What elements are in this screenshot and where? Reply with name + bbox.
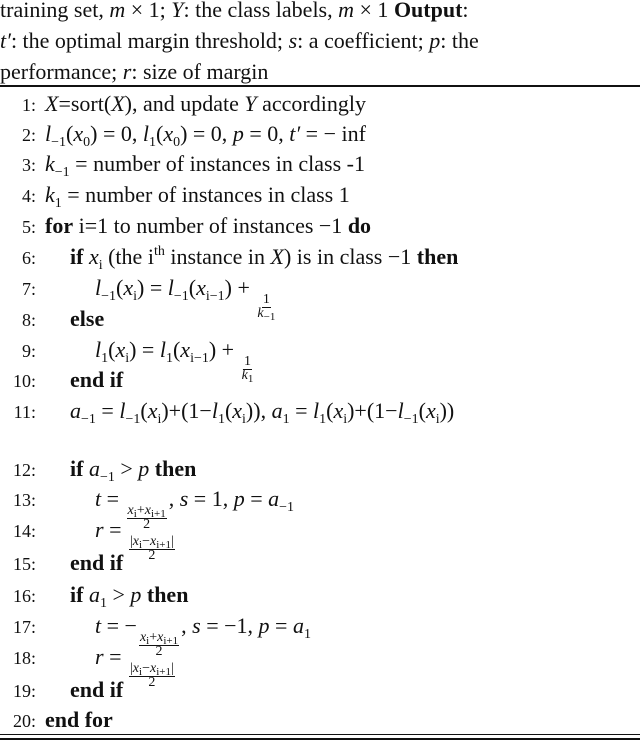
line-code bbox=[95, 485, 295, 532]
text: ( bbox=[418, 398, 426, 423]
math-symbol: x bbox=[196, 275, 206, 300]
line-code bbox=[45, 120, 366, 150]
math-symbol: x bbox=[132, 661, 140, 676]
math-symbol: a bbox=[292, 613, 304, 638]
math-symbol: a bbox=[88, 582, 100, 607]
algorithm-line bbox=[0, 212, 640, 242]
text: instance in bbox=[164, 244, 271, 269]
text: ) = 0, bbox=[90, 121, 143, 146]
math-symbol: x bbox=[147, 398, 158, 423]
subscript: 0 bbox=[83, 135, 91, 150]
keyword: then bbox=[416, 244, 459, 269]
text: 1 bbox=[243, 354, 251, 369]
subscript: −1 bbox=[263, 311, 276, 323]
text: ( bbox=[155, 121, 164, 146]
math-symbol: a bbox=[70, 398, 81, 423]
line-code bbox=[70, 549, 123, 579]
line-code bbox=[45, 90, 366, 120]
math-symbol: k bbox=[241, 368, 248, 383]
math-symbol: l bbox=[142, 121, 149, 146]
text: = − inf bbox=[300, 121, 366, 146]
math-symbol: x bbox=[149, 534, 157, 549]
subscript: i bbox=[157, 412, 162, 427]
math-symbol: l bbox=[211, 398, 218, 423]
line-code bbox=[70, 455, 196, 485]
subscript: 1 bbox=[282, 412, 290, 427]
text: 1 bbox=[262, 292, 270, 307]
line-number: 1: bbox=[21, 95, 36, 115]
keyword: if bbox=[70, 456, 84, 481]
algorithm-line bbox=[0, 549, 640, 579]
math-symbol: X bbox=[45, 91, 59, 116]
keyword: end for bbox=[45, 707, 113, 732]
text: )+(1− bbox=[347, 398, 398, 423]
subscript: −1 bbox=[99, 470, 115, 485]
line-number: 8: bbox=[21, 310, 36, 330]
subscript: −1 bbox=[403, 412, 419, 427]
subscript: −1 bbox=[54, 165, 70, 180]
line-number: 14: bbox=[12, 521, 36, 541]
math-symbol: t bbox=[95, 486, 102, 511]
math-symbol: x bbox=[144, 503, 151, 518]
math-symbol: s bbox=[192, 613, 201, 638]
math-symbol: l bbox=[397, 398, 404, 423]
subscript: 1 bbox=[217, 412, 225, 427]
line-code bbox=[95, 274, 277, 323]
math-symbol: r bbox=[122, 59, 132, 84]
line-number: 6: bbox=[21, 248, 36, 268]
math-symbol: l bbox=[95, 275, 102, 300]
line-number: 13: bbox=[12, 490, 36, 510]
text: 2 bbox=[155, 644, 163, 659]
text: = − bbox=[101, 613, 137, 638]
text: : a coefficient; bbox=[297, 28, 430, 53]
line-code bbox=[95, 516, 177, 563]
text: : the optimal margin threshold; bbox=[10, 28, 289, 53]
keyword: Output bbox=[393, 0, 463, 22]
subscript: −1 bbox=[101, 289, 117, 304]
text: (the i bbox=[102, 244, 154, 269]
algorithm-line bbox=[0, 120, 640, 150]
subscript: i−1 bbox=[205, 289, 225, 304]
text: = bbox=[269, 613, 293, 638]
text: = −1, bbox=[200, 613, 259, 638]
text: i=1 to number of instances −1 bbox=[73, 213, 348, 238]
text: > bbox=[114, 456, 139, 481]
line-number: 5: bbox=[21, 217, 36, 237]
algorithm-line bbox=[0, 581, 640, 611]
algorithm-line bbox=[0, 90, 640, 120]
text: ( bbox=[224, 398, 233, 423]
keyword: end if bbox=[70, 550, 124, 575]
math-symbol: x bbox=[232, 398, 243, 423]
keyword: for bbox=[45, 213, 74, 238]
math-symbol: m bbox=[109, 0, 126, 22]
subscript: i−1 bbox=[190, 351, 209, 366]
algorithm-line bbox=[0, 243, 640, 273]
text: = bbox=[103, 517, 127, 542]
text: = bbox=[244, 486, 269, 511]
math-symbol: k bbox=[257, 306, 264, 321]
math-symbol: l bbox=[95, 337, 102, 362]
text: | bbox=[170, 661, 174, 676]
text: ) + bbox=[208, 337, 240, 362]
text: )+(1− bbox=[161, 398, 212, 423]
text: × 1; bbox=[125, 0, 172, 22]
subscript: i bbox=[133, 289, 138, 304]
math-symbol: k bbox=[45, 182, 55, 207]
text: ) = bbox=[137, 275, 168, 300]
superscript: th bbox=[153, 244, 165, 259]
math-symbol: x bbox=[157, 630, 164, 645]
subscript: 1 bbox=[148, 135, 156, 150]
math-symbol: p bbox=[130, 582, 142, 607]
line-code bbox=[70, 581, 188, 611]
subscript: i+1 bbox=[156, 539, 171, 551]
header-line bbox=[0, 56, 640, 87]
math-symbol: Y bbox=[171, 0, 184, 22]
algorithm-line bbox=[0, 676, 640, 706]
text: − bbox=[142, 534, 150, 549]
bottom-rule bbox=[0, 734, 640, 735]
text: = 1, bbox=[188, 486, 234, 511]
math-symbol: x bbox=[88, 244, 99, 269]
line-code bbox=[70, 305, 104, 335]
math-symbol: s bbox=[179, 486, 189, 511]
line-number: 18: bbox=[12, 648, 36, 668]
math-symbol: l bbox=[167, 275, 174, 300]
text: )) bbox=[439, 398, 455, 423]
line-number: 20: bbox=[12, 711, 36, 731]
text: ), and update bbox=[124, 91, 245, 116]
math-symbol: x bbox=[123, 275, 134, 300]
text: + bbox=[136, 503, 145, 518]
subscript: −1 bbox=[279, 500, 295, 515]
line-number: 2: bbox=[21, 125, 36, 145]
text: + bbox=[149, 630, 158, 645]
subscript: −1 bbox=[51, 135, 67, 150]
text: ( bbox=[326, 398, 334, 423]
text: − bbox=[142, 661, 150, 676]
text: 2 bbox=[148, 675, 156, 690]
math-symbol: x bbox=[425, 398, 436, 423]
math-symbol: p bbox=[232, 121, 244, 146]
top-rule bbox=[0, 85, 640, 87]
algorithm-line bbox=[0, 366, 640, 396]
keyword: if bbox=[70, 582, 84, 607]
text: ( bbox=[116, 275, 124, 300]
text: ( bbox=[108, 337, 116, 362]
math-symbol: X bbox=[270, 244, 284, 269]
text: × 1 bbox=[354, 0, 394, 22]
math-symbol: l bbox=[313, 398, 320, 423]
subscript: 1 bbox=[303, 627, 311, 642]
text: | bbox=[129, 534, 133, 549]
algorithm-line bbox=[0, 397, 640, 427]
text: ) = bbox=[129, 337, 160, 362]
line-number: 11: bbox=[13, 402, 36, 422]
math-symbol: x bbox=[115, 337, 126, 362]
line-code bbox=[70, 397, 454, 427]
math-symbol: m bbox=[338, 0, 355, 22]
text: =sort( bbox=[58, 91, 112, 116]
text: ) is in class −1 bbox=[283, 244, 417, 269]
line-code bbox=[95, 612, 311, 659]
text: , bbox=[168, 486, 180, 511]
text: : size of margin bbox=[131, 59, 269, 84]
subscript: 1 bbox=[165, 351, 173, 366]
subscript: i bbox=[139, 666, 143, 678]
math-symbol: t bbox=[95, 613, 102, 638]
line-number: 12: bbox=[12, 460, 36, 480]
math-symbol: r bbox=[95, 517, 104, 542]
text: : bbox=[462, 0, 469, 22]
text: , bbox=[181, 613, 193, 638]
text: = bbox=[103, 644, 127, 669]
subscript: 1 bbox=[99, 596, 107, 611]
subscript: i bbox=[343, 412, 348, 427]
math-symbol: a bbox=[268, 486, 280, 511]
text: 2 bbox=[143, 517, 151, 532]
keyword: then bbox=[154, 456, 197, 481]
text: accordingly bbox=[256, 91, 366, 116]
subscript: 0 bbox=[173, 135, 181, 150]
math-symbol: s bbox=[288, 28, 298, 53]
math-symbol: p bbox=[258, 613, 270, 638]
math-symbol: l bbox=[159, 337, 166, 362]
line-code bbox=[45, 212, 371, 242]
text: = bbox=[101, 486, 125, 511]
text: ( bbox=[66, 121, 74, 146]
text: | bbox=[129, 661, 133, 676]
subscript: 1 bbox=[101, 351, 109, 366]
subscript: i bbox=[146, 635, 150, 647]
keyword: do bbox=[347, 213, 372, 238]
line-number: 19: bbox=[12, 681, 36, 701]
math-symbol: p bbox=[233, 486, 245, 511]
line-number: 17: bbox=[12, 617, 36, 637]
text: ( bbox=[188, 275, 197, 300]
line-number: 15: bbox=[12, 554, 36, 574]
algorithm-line bbox=[0, 706, 640, 736]
subscript: i bbox=[125, 351, 130, 366]
header-line bbox=[0, 25, 640, 56]
subscript: i bbox=[139, 539, 143, 551]
math-symbol: x bbox=[139, 630, 147, 645]
math-symbol: l bbox=[45, 121, 52, 146]
text: ) + bbox=[224, 275, 256, 300]
text: = bbox=[289, 398, 313, 423]
text: > bbox=[106, 582, 131, 607]
line-number: 4: bbox=[21, 186, 36, 206]
text: 2 bbox=[148, 548, 156, 563]
keyword: end if bbox=[70, 367, 124, 392]
subscript: i bbox=[242, 412, 246, 427]
math-symbol: t′ bbox=[0, 28, 11, 53]
bottom-rule-2 bbox=[0, 738, 640, 740]
subscript: i+1 bbox=[150, 508, 166, 520]
math-symbol: x bbox=[127, 503, 134, 518]
text: ( bbox=[140, 398, 148, 423]
line-number: 10: bbox=[12, 371, 36, 391]
line-number: 9: bbox=[21, 341, 36, 361]
text: : the class labels, bbox=[183, 0, 339, 22]
line-code bbox=[95, 643, 177, 690]
header-line bbox=[0, 0, 640, 25]
subscript: −1 bbox=[173, 289, 189, 304]
keyword: then bbox=[146, 582, 189, 607]
subscript: 1 bbox=[54, 196, 62, 211]
math-symbol: X bbox=[111, 91, 125, 116]
text: performance; bbox=[0, 59, 123, 84]
line-code bbox=[70, 366, 123, 396]
text: training set, bbox=[0, 0, 110, 22]
math-symbol: p bbox=[138, 456, 150, 481]
math-symbol: a bbox=[271, 398, 283, 423]
algorithm-line bbox=[0, 455, 640, 485]
subscript: −1 bbox=[125, 412, 141, 427]
math-symbol: x bbox=[73, 121, 84, 146]
text: ( bbox=[172, 337, 181, 362]
keyword: if bbox=[70, 244, 84, 269]
math-symbol: l bbox=[119, 398, 126, 423]
line-code bbox=[70, 243, 458, 273]
subscript: i bbox=[98, 258, 103, 273]
subscript: −1 bbox=[81, 412, 96, 427]
algorithm-line bbox=[0, 305, 640, 335]
math-symbol: x bbox=[180, 337, 191, 362]
text: = number of instances in class 1 bbox=[61, 182, 350, 207]
keyword: else bbox=[70, 306, 105, 331]
math-symbol: x bbox=[149, 661, 157, 676]
math-symbol: x bbox=[333, 398, 344, 423]
math-symbol: x bbox=[132, 534, 140, 549]
text: | bbox=[170, 534, 174, 549]
algorithm-line bbox=[0, 150, 640, 180]
math-symbol: k bbox=[45, 151, 55, 176]
text: = 0, bbox=[243, 121, 290, 146]
line-code bbox=[45, 181, 350, 211]
subscript: i+1 bbox=[156, 666, 171, 678]
subscript: i+1 bbox=[163, 635, 179, 647]
math-symbol: x bbox=[163, 121, 174, 146]
line-number: 3: bbox=[21, 155, 36, 175]
line-code bbox=[45, 706, 113, 736]
line-code bbox=[45, 150, 365, 180]
math-symbol: p bbox=[429, 28, 441, 53]
line-code bbox=[70, 676, 123, 706]
text: = number of instances in class -1 bbox=[69, 151, 365, 176]
subscript: i bbox=[435, 412, 440, 427]
line-number: 16: bbox=[12, 586, 36, 606]
subscript: 1 bbox=[247, 373, 254, 385]
keyword: end if bbox=[70, 677, 124, 702]
subscript: i bbox=[133, 508, 137, 520]
line-number: 7: bbox=[21, 279, 36, 299]
math-symbol: Y bbox=[244, 91, 257, 116]
text: )), bbox=[245, 398, 272, 423]
text: = bbox=[95, 398, 120, 423]
algorithm-line bbox=[0, 181, 640, 211]
text: ) = 0, bbox=[180, 121, 233, 146]
math-symbol: r bbox=[95, 644, 104, 669]
math-symbol: a bbox=[88, 456, 100, 481]
math-symbol: t′ bbox=[289, 121, 301, 146]
line-code bbox=[95, 336, 255, 385]
text: : the bbox=[440, 28, 479, 53]
subscript: 1 bbox=[319, 412, 327, 427]
